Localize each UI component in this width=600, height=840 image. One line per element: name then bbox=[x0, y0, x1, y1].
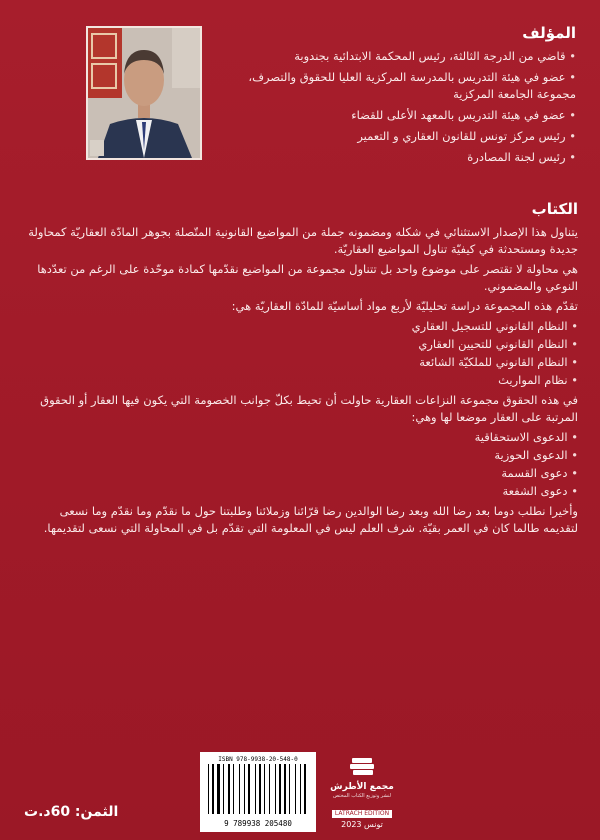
isbn-number: 9 789938 205480 bbox=[224, 819, 292, 828]
book-paragraph-subjects: تقدّم هذه المجموعة دراسة تحليليّة لأربع مواد أساسيّة للمادّة العقاريّة هي: bbox=[231, 299, 578, 313]
price-label: الثمن: 60د.ت bbox=[24, 804, 119, 820]
book-paragraph-intro: يتناول هذا الإصدار الاستثنائي في شكله ومضمونه جملة من المواضيع القانونية المتّصلة بجوهر المادّة العقاريّة كمحاولة جديدة ومستحدثة في كيفيّة تناول المواضيع العقاريّة. bbox=[28, 225, 578, 256]
publisher-name: مجمع الأطرش bbox=[330, 782, 394, 792]
publisher-tag: LATRACH EDITION bbox=[332, 810, 392, 818]
book-section bbox=[24, 200, 578, 540]
book-disputes-list bbox=[24, 429, 578, 500]
author-bio-list bbox=[216, 48, 576, 166]
isbn-text: ISBN 978-9938-20-548-0 bbox=[218, 756, 298, 763]
barcode-bars-icon bbox=[206, 764, 310, 814]
author-heading: المؤلف bbox=[522, 24, 576, 42]
author-bio-item: • رئيس لجنة المصادرة bbox=[216, 149, 576, 166]
author-portrait-image bbox=[88, 28, 200, 158]
book-subject-item: • النظام القانوني للتحيين العقاري bbox=[24, 336, 578, 353]
book-paragraph-approach: هي محاولة لا تقتصر على موضوع واحد بل تتناول مجموعة من المواضيع نقدّمها كمادة موحّدة على الرغم من تعدّدها النوعي والمضموني. bbox=[37, 262, 578, 293]
isbn-barcode bbox=[200, 752, 316, 832]
publisher-date: تونس 2023 bbox=[341, 820, 383, 829]
author-bio-item: • عضو في هيئة التدريس بالمدرسة المركزية العليا للحقوق والتصرف، مجموعة الجامعة المركزية bbox=[216, 69, 576, 103]
book-paragraph-closing: وأخيرا نطلب دوما بعد رضا الله وبعد رضا الوالدين رضا قرّائنا وزملائنا وطلبتنا حول ما نقدّم وما نقدّم وما نسعى لتقديمه طالما كان في العمر بقيّة. شرف العلم ليس في المعلومة التي تقدّم بل في المحاولة التي نسعى لتقديمها. bbox=[43, 504, 578, 535]
book-dispute-item: • الدعوى الاستحقاقية bbox=[24, 429, 578, 446]
book-subject-item: • نظام المواريث bbox=[24, 372, 578, 389]
book-heading: الكتاب bbox=[531, 200, 578, 218]
author-section bbox=[216, 24, 576, 170]
book-subject-item: • النظام القانوني للملكيّة الشائعة bbox=[24, 354, 578, 371]
author-photo bbox=[86, 26, 202, 160]
author-bio-item: • قاضي من الدرجة الثالثة، رئيس المحكمة الابتدائية بجندوبة bbox=[216, 48, 576, 65]
author-bio-item: • عضو في هيئة التدريس بالمعهد الأعلى للقضاء bbox=[216, 107, 576, 124]
publisher-subtitle: لنشر وتوزيع الكتاب المختص bbox=[333, 793, 391, 799]
book-subjects-list bbox=[24, 318, 578, 389]
book-subject-item: • النظام القانوني للتسجيل العقاري bbox=[24, 318, 578, 335]
book-paragraph-disputes: في هذه الحقوق مجموعة النزاعات العقارية حاولت أن تحيط بكلّ جوانب الخصومة التي يكون فيها العقار أو الحقوق المرتبة على العقار موضعا لها وهي: bbox=[40, 393, 578, 424]
book-dispute-item: • الدعوى الحوزية bbox=[24, 447, 578, 464]
book-dispute-item: • دعوى القسمة bbox=[24, 465, 578, 482]
publisher-logo bbox=[322, 756, 402, 829]
author-bio-item: • رئيس مركز تونس للقانون العقاري و التعمير bbox=[216, 128, 576, 145]
book-stack-icon bbox=[347, 756, 377, 778]
book-dispute-item: • دعوى الشفعة bbox=[24, 483, 578, 500]
